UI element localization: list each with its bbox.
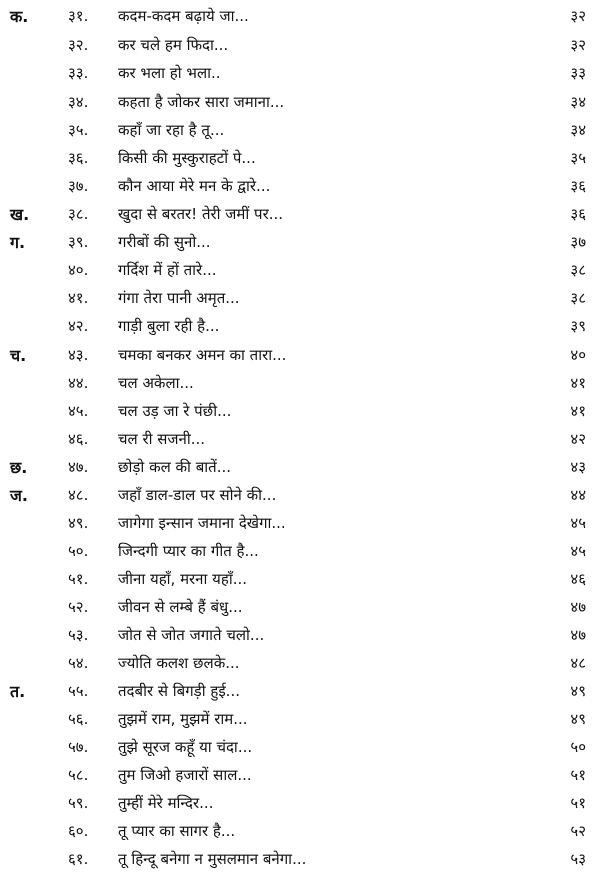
section-letter: छ.: [10, 458, 28, 477]
section-letter: त.: [10, 682, 26, 701]
toc-row: [0, 453, 600, 482]
page-number: ३३: [570, 64, 586, 82]
page-number: ४५: [570, 514, 586, 532]
section-letter: च.: [10, 346, 27, 365]
entry-title: जागेगा इन्सान जमाना देखेगा...: [118, 514, 286, 532]
entry-number: ५१.: [68, 570, 89, 588]
entry-number: ४५.: [68, 402, 89, 420]
entry-title: छोड़ो कल की बातें...: [118, 458, 232, 476]
entry-title: गर्दिश में हों तारे...: [118, 261, 217, 279]
entry-title: जहाँ डाल-डाल पर सोने की...: [118, 486, 277, 504]
entry-number: ५०.: [68, 542, 89, 560]
page-number: ४०: [570, 346, 586, 364]
page-number: ३६: [570, 177, 586, 195]
page-number: ४४: [570, 486, 586, 504]
entry-title: कदम-कदम बढ़ाये जा...: [118, 7, 249, 25]
toc-row: [0, 537, 600, 566]
entry-title: जोत से जोत जगाते चलो...: [118, 626, 265, 644]
toc-row: [0, 116, 600, 145]
toc-row: [0, 649, 600, 678]
entry-number: ५२.: [68, 598, 89, 616]
page-number: ४३: [570, 458, 586, 476]
toc-row: [0, 88, 600, 117]
page-number: ४२: [570, 430, 586, 448]
entry-title: चमका बनकर अमन का तारा...: [118, 346, 287, 364]
entry-number: ४३.: [68, 346, 89, 364]
entry-number: ५८.: [68, 766, 89, 784]
toc-row: [0, 761, 600, 790]
toc-row: [0, 845, 600, 874]
entry-title: तुझमें राम, मुझमें राम...: [118, 710, 248, 728]
page-number: ५१: [570, 794, 586, 812]
entry-number: ६१.: [68, 850, 89, 868]
page-number: ३९: [570, 317, 586, 335]
entry-number: ३५.: [68, 121, 89, 139]
page-number: ४७: [570, 626, 586, 644]
entry-number: ३७.: [68, 177, 89, 195]
page-number: ४१: [570, 402, 586, 420]
page-number: ५२: [570, 822, 586, 840]
page-number: ५०: [570, 738, 586, 756]
entry-title: तू हिन्दू बनेगा न मुसलमान बनेगा...: [118, 850, 307, 868]
entry-title: तू प्यार का सागर है...: [118, 822, 236, 840]
entry-number: ४२.: [68, 317, 89, 335]
toc-row: [0, 144, 600, 173]
page-number: ४८: [570, 654, 586, 672]
entry-number: ४६.: [68, 430, 89, 448]
entry-title: तुम जिओ हजारों साल...: [118, 766, 252, 784]
entry-number: ४०.: [68, 261, 89, 279]
page-number: ३२: [570, 7, 586, 25]
entry-title: चल अकेला...: [118, 374, 194, 392]
toc-row: [0, 2, 600, 31]
toc-row: [0, 256, 600, 285]
toc-row: [0, 677, 600, 706]
toc-row: [0, 817, 600, 846]
entry-title: कहाँ जा रहा है तू...: [118, 121, 225, 139]
entry-title: कौन आया मेरे मन के द्वारे...: [118, 177, 271, 195]
toc-row: [0, 228, 600, 257]
entry-title: कर भला हो भला..: [118, 64, 221, 82]
entry-number: ४१.: [68, 289, 89, 307]
entry-number: ३४.: [68, 93, 89, 111]
entry-title: खुदा से बरतर! तेरी जमीं पर...: [118, 205, 284, 223]
toc-row: [0, 509, 600, 538]
entry-number: ३२.: [68, 36, 89, 54]
toc-row: [0, 621, 600, 650]
entry-number: ४४.: [68, 374, 89, 392]
entry-number: ३६.: [68, 149, 89, 167]
entry-number: ५५.: [68, 682, 89, 700]
page-number: ३८: [570, 261, 586, 279]
page-number: ३८: [570, 289, 586, 307]
entry-title: कहता है जोकर सारा जमाना...: [118, 93, 285, 111]
toc-row: [0, 369, 600, 398]
entry-title: किसी की मुस्कुराहटों पे...: [118, 149, 256, 167]
page-number: ४९: [570, 682, 586, 700]
page-number: ४५: [570, 542, 586, 560]
toc-row: [0, 733, 600, 762]
page-number: ३२: [570, 36, 586, 54]
toc-row: [0, 312, 600, 341]
section-letter: ज.: [10, 486, 28, 505]
toc-row: [0, 481, 600, 510]
page-number: ४७: [570, 598, 586, 616]
entry-number: ३३.: [68, 64, 89, 82]
entry-number: ६०.: [68, 822, 89, 840]
entry-number: ३८.: [68, 205, 89, 223]
page-number: ३४: [570, 121, 586, 139]
entry-title: जीवन से लम्बे हैं बंधु...: [118, 598, 243, 616]
entry-number: ४९.: [68, 514, 89, 532]
page-number: ५१: [570, 766, 586, 784]
toc-row: [0, 593, 600, 622]
toc-row: [0, 31, 600, 60]
page-number: ४९: [570, 710, 586, 728]
section-letter: ग.: [10, 233, 26, 252]
entry-title: कर चले हम फिदा...: [118, 36, 229, 54]
entry-title: जिन्दगी प्यार का गीत है...: [118, 542, 259, 560]
page-number: ३५: [570, 149, 586, 167]
entry-number: ५६.: [68, 710, 89, 728]
entry-number: ३९.: [68, 233, 89, 251]
page-number: ४१: [570, 374, 586, 392]
toc-row: [0, 172, 600, 201]
toc-row: [0, 789, 600, 818]
entry-number: ३१.: [68, 7, 89, 25]
entry-title: तुम्हीं मेरे मन्दिर...: [118, 794, 214, 812]
toc-row: [0, 341, 600, 370]
entry-number: ४७.: [68, 458, 89, 476]
toc-row: [0, 200, 600, 229]
entry-title: चल उड़ जा रे पंछी...: [118, 402, 232, 420]
page-number: ३६: [570, 205, 586, 223]
section-letter: ख.: [10, 205, 30, 224]
entry-number: ५३.: [68, 626, 89, 644]
entry-title: जीना यहाँ, मरना यहाँ...: [118, 570, 248, 588]
page-number: ३७: [570, 233, 586, 251]
page-number: ३४: [570, 93, 586, 111]
entry-title: तुझे सूरज कहूँ या चंदा...: [118, 738, 253, 756]
page-number: ४६: [570, 570, 586, 588]
toc-row: [0, 565, 600, 594]
toc-row: [0, 284, 600, 313]
entry-title: चल री सजनी...: [118, 430, 206, 448]
toc-row: [0, 59, 600, 88]
section-letter: क.: [10, 7, 29, 26]
entry-title: ज्योति कलश छलके...: [118, 654, 240, 672]
entry-title: गरीबों की सुनो...: [118, 233, 211, 251]
entry-number: ४८.: [68, 486, 89, 504]
page-number: ५३: [570, 850, 586, 868]
toc-row: [0, 425, 600, 454]
entry-title: तदबीर से बिगड़ी हुई...: [118, 682, 240, 700]
toc-row: [0, 397, 600, 426]
entry-title: गाड़ी बुला रही है...: [118, 317, 220, 335]
entry-number: ५४.: [68, 654, 89, 672]
toc-row: [0, 705, 600, 734]
entry-number: ५७.: [68, 738, 89, 756]
entry-number: ५९.: [68, 794, 89, 812]
entry-title: गंगा तेरा पानी अमृत...: [118, 289, 240, 307]
